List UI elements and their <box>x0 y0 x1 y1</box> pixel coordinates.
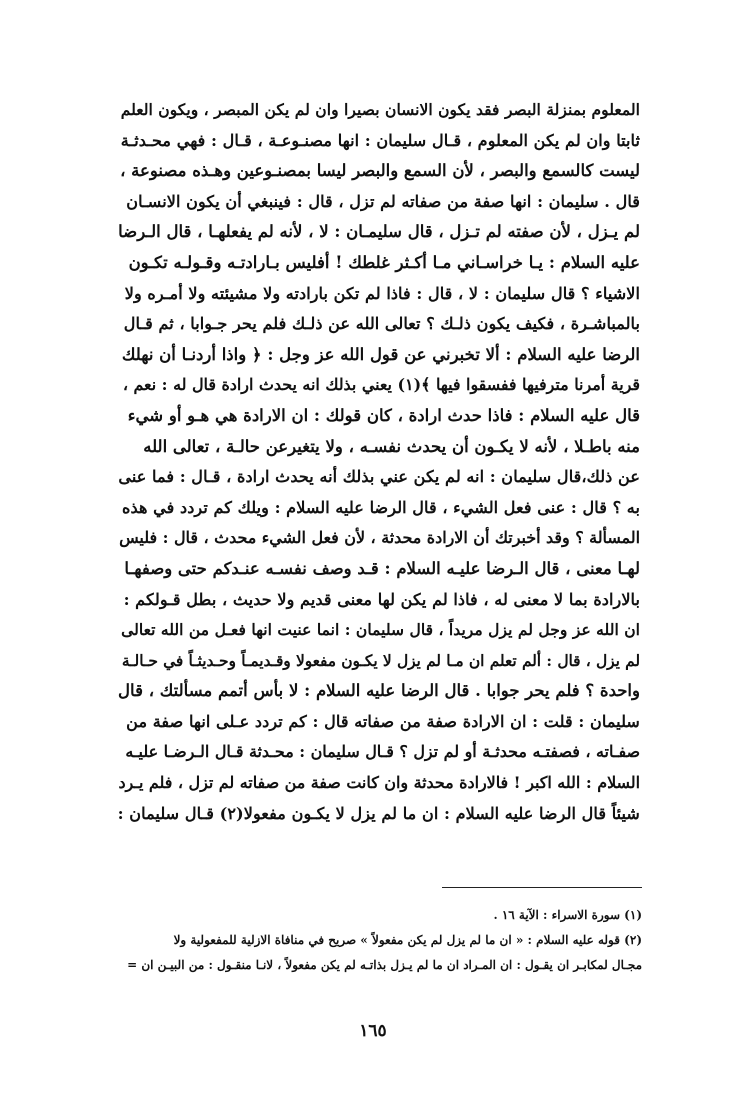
text-line: عن ذلك،قال سليمان : انه لم يكن عني بذلك أنه يحدث ارادة ، قـال : فما عنى <box>118 467 640 487</box>
footnote: مجـال لمكابـر ان يقـول : ان المـراد ان ما لم يـزل بذاتـه لم يكن مفعولاً ، لانـا منقـول : من البيـن ان = <box>127 958 642 972</box>
page-number: ١٦٥ <box>359 1021 387 1041</box>
footnote: (١) سورة الاسراء : الآية ١٦ . <box>493 908 642 922</box>
text-line: صفـاته ، فصفتـه محدثـة أو لم تزل ؟ قـال سليمان : محـدثة قـال الـرضـا عليـه <box>125 742 640 762</box>
text-line: المعلوم بمنزلة البصر فقد يكون الانسان بصيرا وان لم يكن المبصر ، ويكون العلم <box>120 100 640 119</box>
text-line: الرضا عليه السلام : ألا تخبرني عن قول الله عز وجل : ﴿ واذا أردنـا أن نهلك <box>121 344 640 364</box>
text-line: لهـا معنى ، قال الـرضا عليـه السلام : قـد وصف نفسـه عنـدكم حتى وصفهـا <box>124 558 640 578</box>
text-line: قال عليه السلام : فاذا حدث ارادة ، كان قولك : ان الارادة هي هـو أو شيء <box>127 405 640 425</box>
text-line: لم يزل ، قال : ألم تعلم ان مـا لم يزل لا يكـون مفعولا وقـديمـاً وحـديثـاً في حـالـة <box>121 651 640 670</box>
footnotes <box>118 903 642 978</box>
text-line: ليست كالسمع والبصر ، لأن السمع والبصر ليسا بمصنـوعين وهـذه مصنوعة ، <box>120 161 640 181</box>
text-line: واحدة ؟ فلم يحر جوابا . قال الرضا عليه السلام : لا بأس أتمم مسألتك ، قال <box>118 681 640 701</box>
text-line: سليمان : قلت : ان الارادة صفة من صفاته قال : كم تردد عـلى انها صفة من <box>126 711 640 731</box>
text-line: قال . سليمان : انها صفة من صفاته لم تزل ، قال : فينبغي أن يكون الانسـان <box>126 191 640 211</box>
text-line: عليه السلام : يـا خراسـاني مـا أكـثر غلطك ! أفليس بـارادتـه وقـولـه تكـون <box>128 252 640 272</box>
text-line: به ؟ قال : عنى فعل الشيء ، قال الرضا عليه السلام : ويلك كم تردد في هذه <box>121 497 640 517</box>
footnote: (٢) قوله عليه السلام : « ان ما لم يزل لم يكن مفعولاً » صريح في منافاة الازلية للمفعولية ولا <box>173 933 642 947</box>
text-line: بالمباشـرة ، فكيف يكون ذلـك ؟ تعالى الله عن ذلـك فلم يحر جـوابا ، ثم قـال <box>123 314 640 334</box>
text-line: قرية أمرنا مترفيها ففسقوا فيها ﴾(١) يعني بذلك انه يحدث ارادة قال له : نعم ، <box>122 375 640 395</box>
footnote-divider <box>442 887 642 888</box>
text-line: ثابتا وان لم يكن المعلوم ، قـال سليمان : انها مصنـوعـة ، قـال : فهي محـدثـة <box>120 130 640 150</box>
text-line: المسألة ؟ وقد أخبرتك أن الارادة محدثة ، لأن فعل الشيء محدث ، قال : فليس <box>119 528 640 548</box>
text-line: بالارادة بما لا معنى له ، فاذا لم يكن لها معنى قديم ولا حديث ، بطل قـولكم : <box>123 589 640 609</box>
text-line: السلام : الله اكبر ! فالارادة محدثة وان كانت صفة من صفاته لم تزل ، فلم يـرد <box>118 773 640 793</box>
text-line: شيئاً قال الرضا عليه السلام : ان ما لم يزل لا يكـون مفعولا(٢) قـال سليمان : <box>118 803 640 823</box>
main-text <box>118 95 640 829</box>
text-line: لم يـزل ، لأن صفته لم تـزل ، قال سليمـان : لا ، لأنه لم يفعلهـا ، قال الـرضا <box>118 222 640 242</box>
text-line: منه باطـلا ، لأنه لا يكـون أن يحدث نفسـه ، ولا يتغيرعن حالـة ، تعالى الله <box>143 436 640 456</box>
text-line: ان الله عز وجل لم يزل مريداً ، قال سليمان : انما عنيت انها فعـل من الله تعالى <box>121 620 640 640</box>
text-line: الاشياء ؟ قال سليمان : لا ، قال : فاذا لم تكن بارادته ولا مشيئته ولا أمـره ولا <box>124 283 640 303</box>
